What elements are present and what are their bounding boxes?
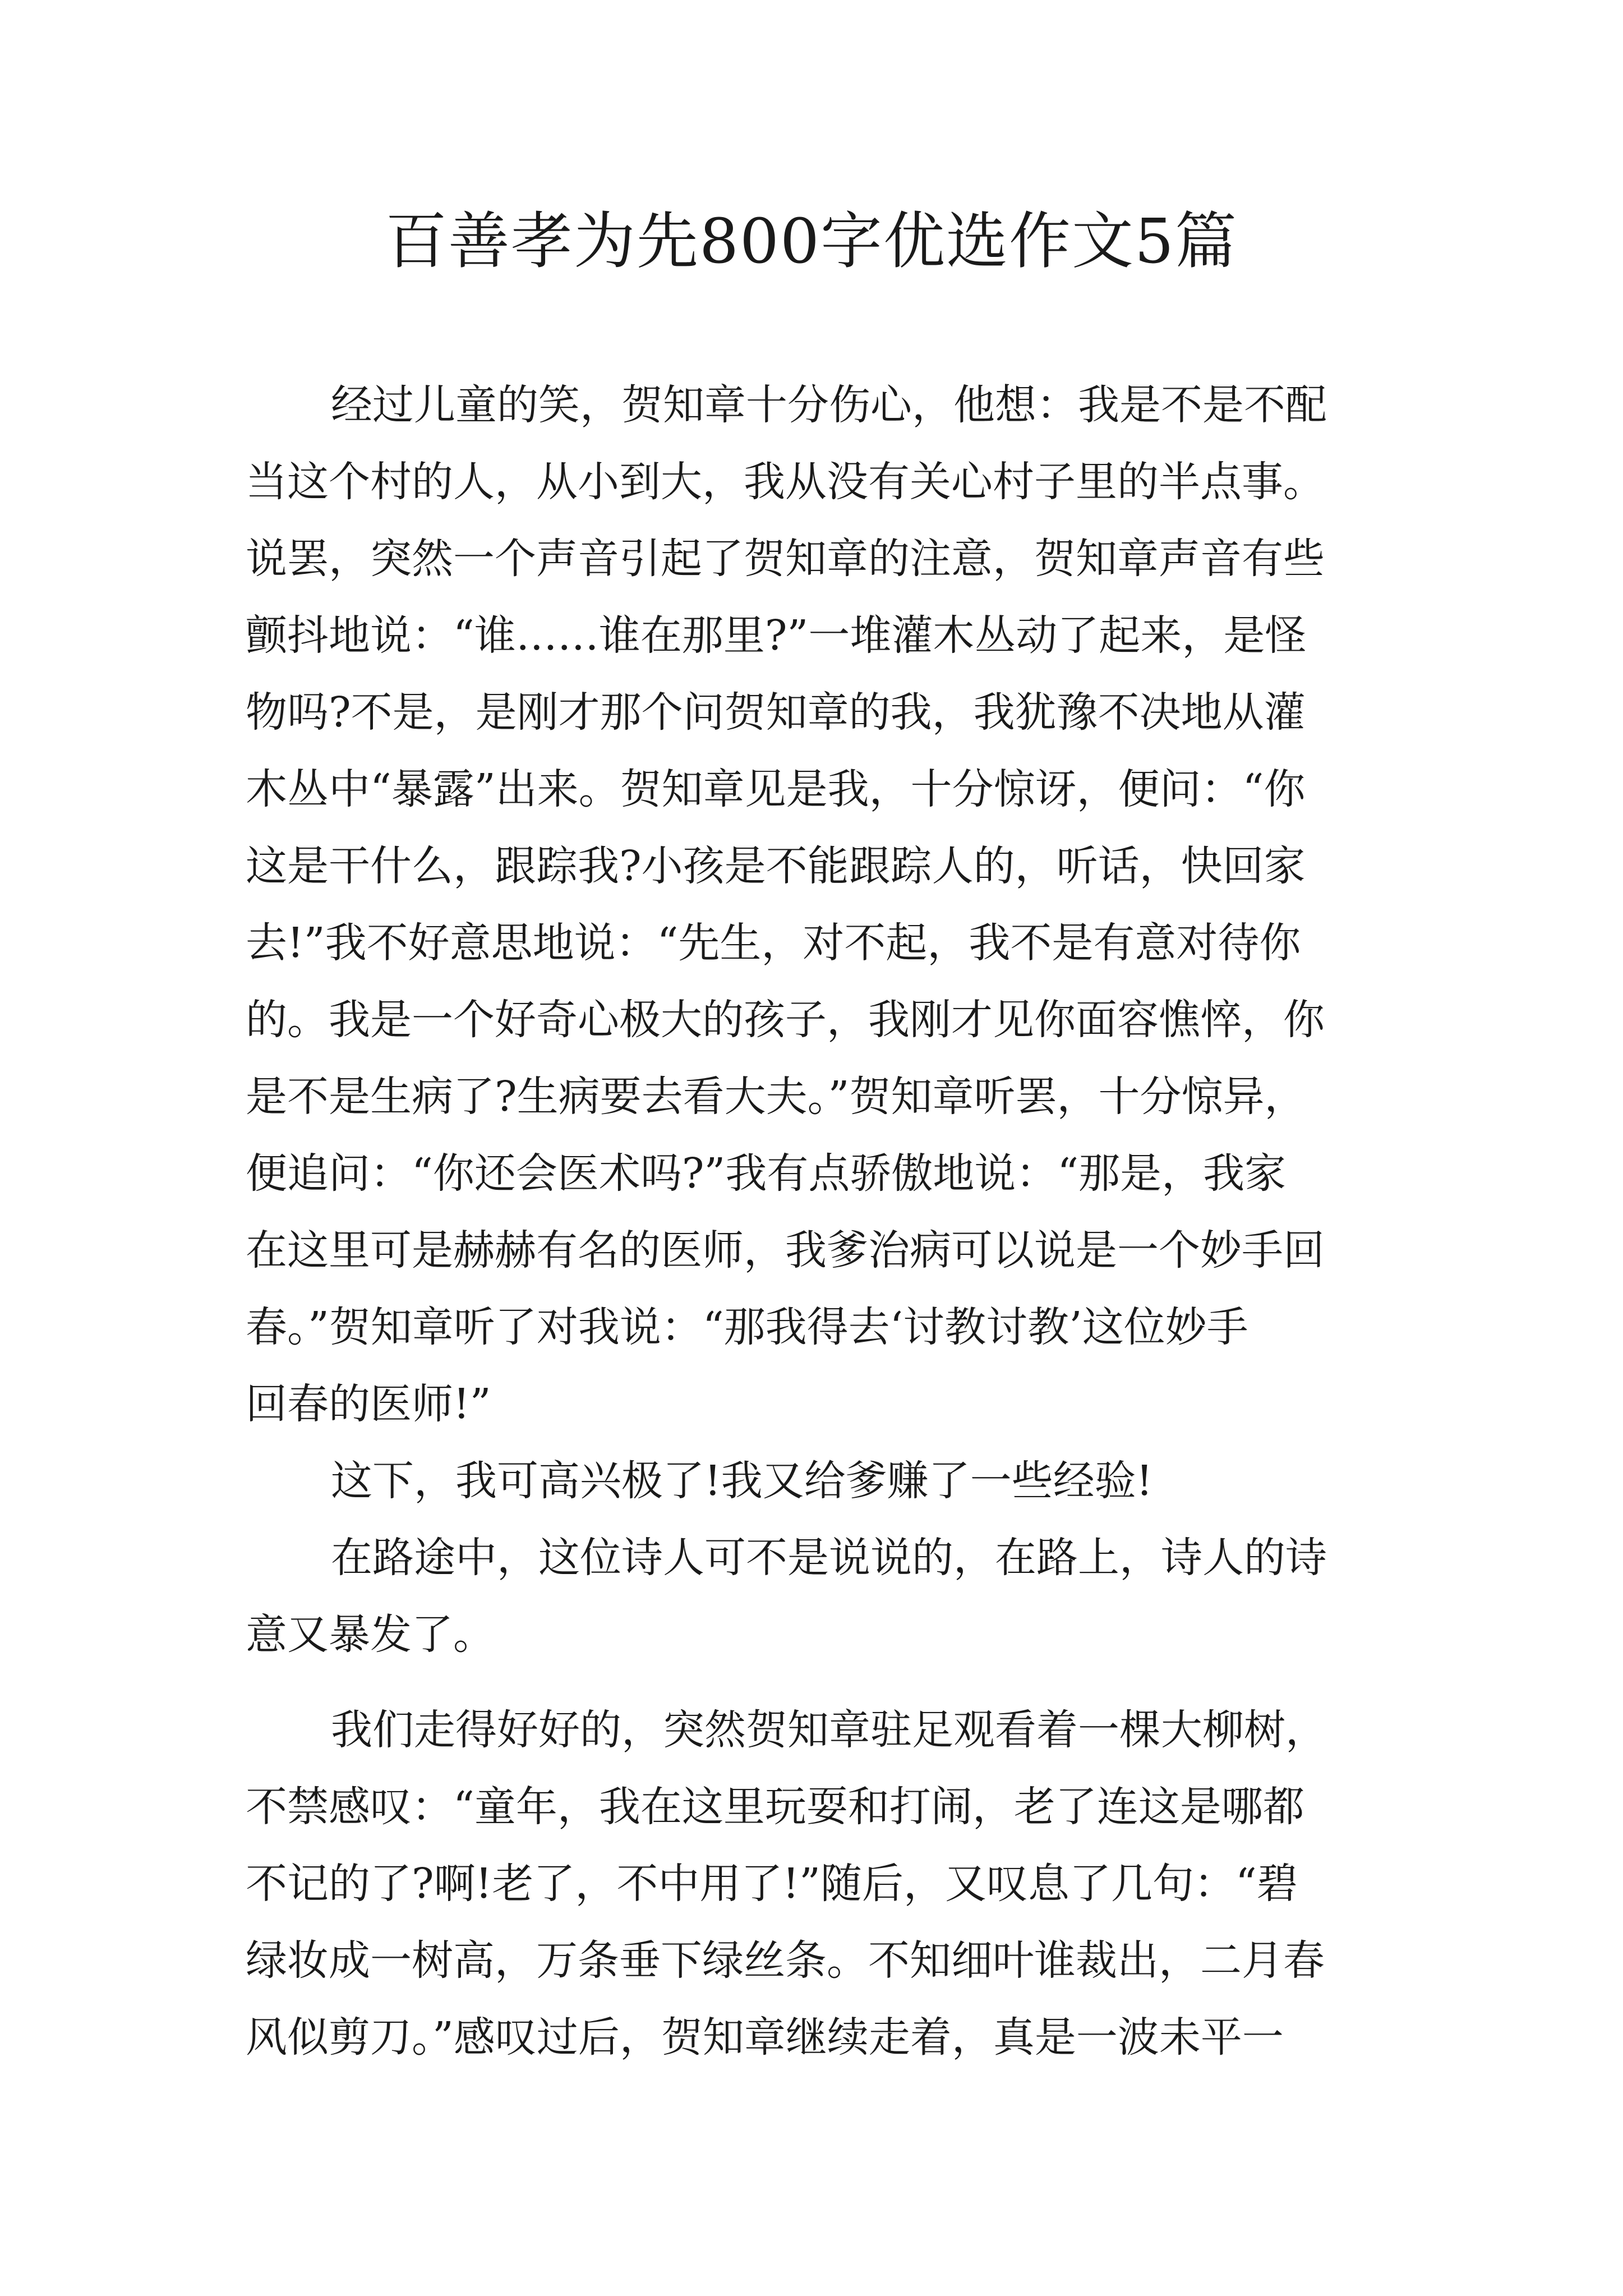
text-line: 不禁感叹：“童年，我在这里玩耍和打闹，老了连这是哪都 <box>246 1783 1304 1831</box>
text-line: 这是干什么，跟踪我?小孩是不能跟踪人的，听话，快回家 <box>246 842 1306 890</box>
text-line: 物吗?不是，是刚才那个问贺知章的我，我犹豫不决地从灌 <box>246 688 1306 737</box>
text-line: 是不是生病了?生病要去看大夫。”贺知章听罢，十分惊异， <box>246 1073 1306 1121</box>
text-line: 木丛中“暴露”出来。贺知章见是我，十分惊讶，便问：“你 <box>246 765 1306 813</box>
text-line: 经过儿童的笑，贺知章十分伤心，他想：我是不是不配 <box>331 381 1327 429</box>
text-line: 说罢，突然一个声音引起了贺知章的注意，贺知章声音有些 <box>246 535 1325 583</box>
text-line: 在这里可是赫赫有名的医师，我爹治病可以说是一个妙手回 <box>246 1226 1325 1274</box>
page-title: 百善孝为先800字优选作文5篇 <box>385 205 1238 277</box>
text-line: 在路途中，这位诗人可不是说说的，在路上，诗人的诗 <box>331 1534 1327 1582</box>
text-line: 春。”贺知章听了对我说：“那我得去‘讨教讨教’这位妙手 <box>246 1303 1248 1351</box>
text-line: 的。我是一个好奇心极大的孩子，我刚才见你面容憔悴，你 <box>246 996 1325 1044</box>
text-line: 这下，我可高兴极了!我又给爹赚了一些经验! <box>331 1457 1153 1505</box>
text-line: 去!”我不好意思地说：“先生，对不起，我不是有意对待你 <box>246 919 1301 967</box>
text-line: 便追问：“你还会医术吗?”我有点骄傲地说：“那是，我家 <box>246 1149 1287 1198</box>
text-line: 我们走得好好的，突然贺知章驻足观看着一棵大柳树， <box>331 1706 1327 1754</box>
text-line: 不记的了?啊!老了，不中用了!”随后，又叹息了几句：“碧 <box>246 1860 1298 1908</box>
essay-body <box>246 367 1407 2076</box>
text-line: 颤抖地说：“谁……谁在那里?”一堆灌木丛动了起来，是怪 <box>246 611 1307 660</box>
text-line: 风似剪刀。”感叹过后，贺知章继续走着，真是一波未平一 <box>246 2013 1284 2062</box>
text-line: 回春的医师!” <box>246 1380 491 1428</box>
text-line: 绿妆成一树高，万条垂下绿丝条。不知细叶谁裁出，二月春 <box>246 1936 1325 1985</box>
text-line: 当这个村的人，从小到大，我从没有关心村子里的半点事。 <box>246 458 1325 506</box>
text-line: 意又暴发了。 <box>246 1611 495 1659</box>
